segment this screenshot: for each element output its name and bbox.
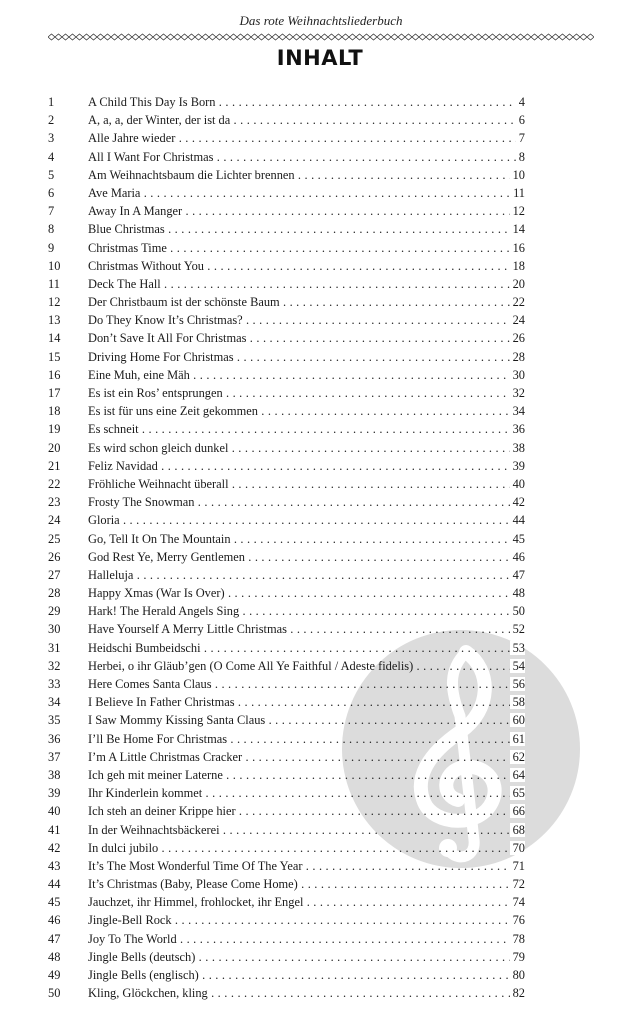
toc-entry[interactable] [0, 275, 640, 293]
book-title-header: Das rote Weihnachtsliederbuch [239, 13, 403, 28]
song-number: 45 [48, 895, 61, 910]
song-title: Jauchzet, ihr Himmel, frohlocket, ihr Engel . . . [88, 893, 525, 911]
song-title: Fröhliche Weihnacht überall . . . [88, 475, 525, 493]
page-number: 12 [495, 202, 525, 220]
toc-entry[interactable] [0, 675, 640, 693]
song-title: Don’t Save It All For Christmas . . . [88, 329, 525, 347]
song-title: A, a, a, der Winter, der ist da . . . [88, 111, 525, 129]
song-title: Have Yourself A Merry Little Christmas . . . [88, 620, 525, 638]
song-title: Jingle Bells (deutsch) . . . [88, 948, 525, 966]
page-number: 6 [495, 111, 525, 129]
song-title: Herbei, o ihr Gläub’gen (O Come All Ye Faithful / Adeste fidelis) . . . [88, 657, 525, 675]
song-title: Am Weihnachtsbaum die Lichter brennen . . . [88, 166, 525, 184]
page-title: INHALT [276, 46, 364, 70]
toc-entry[interactable] [0, 711, 640, 729]
toc-entry[interactable] [0, 402, 640, 420]
song-number: 4 [48, 149, 55, 164]
toc-entry[interactable] [0, 420, 640, 438]
decorative-divider [48, 33, 594, 41]
song-number: 35 [48, 713, 61, 728]
song-title: Joy To The World . . . [88, 930, 525, 948]
page-number: 36 [495, 420, 525, 438]
song-number: 15 [48, 349, 61, 364]
song-title: Eine Muh, eine Mäh . . . [88, 366, 525, 384]
song-title: Blue Christmas . . . [88, 220, 525, 238]
song-number: 27 [48, 567, 61, 582]
song-number: 50 [48, 986, 61, 1001]
toc-entry[interactable] [0, 93, 640, 111]
page-number: 30 [495, 366, 525, 384]
toc-entry[interactable] [0, 475, 640, 493]
song-title: Heidschi Bumbeidschi . . . [88, 639, 525, 657]
page-number: 47 [495, 566, 525, 584]
song-title: Jingle-Bell Rock . . . [88, 911, 525, 929]
song-title: All I Want For Christmas . . . [88, 148, 525, 166]
page-number: 48 [495, 584, 525, 602]
page-number: 70 [495, 839, 525, 857]
toc-entry[interactable] [0, 166, 640, 184]
song-title: Do They Know It’s Christmas? . . . [88, 311, 525, 329]
table-of-contents [0, 93, 640, 1002]
song-title: I’m A Little Christmas Cracker . . . [88, 748, 525, 766]
toc-entry[interactable] [0, 311, 640, 329]
toc-entry[interactable] [0, 657, 640, 675]
toc-entry[interactable] [0, 693, 640, 711]
page-number: 44 [495, 511, 525, 529]
song-number: 26 [48, 549, 61, 564]
toc-entry[interactable] [0, 439, 640, 457]
toc-entry[interactable] [0, 802, 640, 820]
song-title: Deck The Hall . . . [88, 275, 525, 293]
song-title: Away In A Manger . . . [88, 202, 525, 220]
toc-entry[interactable] [0, 857, 640, 875]
toc-entry[interactable] [0, 239, 640, 257]
song-number: 23 [48, 495, 61, 510]
toc-entry[interactable] [0, 384, 640, 402]
song-number: 33 [48, 677, 61, 691]
toc-entry[interactable] [0, 893, 640, 911]
song-title: A Child This Day Is Born . . . [88, 93, 525, 111]
song-title: Christmas Without You . . . [88, 257, 525, 275]
song-number: 9 [48, 240, 55, 255]
song-number: 39 [48, 786, 61, 801]
toc-entry[interactable] [0, 548, 640, 566]
toc-entry[interactable] [0, 566, 640, 584]
toc-entry[interactable] [0, 329, 640, 347]
page-number: 7 [495, 129, 525, 147]
song-title: Der Christbaum ist der schönste Baum . . . [88, 293, 525, 311]
song-title: Feliz Navidad . . . [88, 457, 525, 475]
song-title: I’ll Be Home For Christmas . . . [88, 730, 525, 748]
page-number: 56 [495, 675, 525, 693]
page-number: 78 [495, 930, 525, 948]
page-number: 24 [495, 311, 525, 329]
page-number: 50 [495, 602, 525, 620]
page-number: 18 [495, 257, 525, 275]
toc-entry[interactable] [0, 202, 640, 220]
song-number: 32 [48, 658, 61, 673]
toc-entry[interactable] [0, 930, 640, 948]
song-number: 13 [48, 313, 61, 328]
page-number: 65 [495, 784, 525, 802]
song-number: 7 [48, 204, 55, 219]
song-number: 22 [48, 476, 61, 491]
song-number: 25 [48, 531, 61, 546]
page-number: 72 [495, 875, 525, 893]
page-number: 42 [495, 493, 525, 511]
page-number: 60 [495, 711, 525, 729]
song-number: 12 [48, 295, 61, 310]
song-number: 3 [48, 131, 55, 146]
song-number: 46 [48, 913, 61, 928]
page-number: 22 [495, 293, 525, 311]
page-number: 38 [495, 439, 525, 457]
toc-entry[interactable] [0, 220, 640, 238]
song-number: 18 [48, 404, 61, 419]
page-number: 45 [495, 530, 525, 548]
page-number: 40 [495, 475, 525, 493]
song-number: 49 [48, 968, 61, 982]
page-number: 4 [495, 93, 525, 111]
page-number: 32 [495, 384, 525, 402]
song-number: 2 [48, 113, 55, 128]
page-number: 61 [495, 730, 525, 748]
toc-entry[interactable] [0, 730, 640, 748]
toc-entry[interactable] [0, 821, 640, 839]
page-number: 62 [495, 748, 525, 766]
toc-entry[interactable] [0, 839, 640, 857]
song-number: 44 [48, 877, 61, 892]
toc-entry[interactable] [0, 984, 640, 1002]
song-title: Es wird schon gleich dunkel . . . [88, 439, 525, 457]
toc-entry[interactable] [0, 257, 640, 275]
song-number: 16 [48, 367, 61, 382]
page-number: 76 [495, 911, 525, 929]
song-title: Happy Xmas (War Is Over) . . . [88, 584, 525, 602]
toc-entry[interactable] [0, 784, 640, 802]
toc-entry[interactable] [0, 148, 640, 166]
page-number: 80 [495, 966, 525, 984]
song-title: Gloria . . . [88, 511, 525, 529]
song-number: 34 [48, 695, 61, 710]
page-number: 28 [495, 348, 525, 366]
song-number: 21 [48, 458, 61, 473]
page-number: 58 [495, 693, 525, 711]
song-title: Driving Home For Christmas . . . [88, 348, 525, 366]
toc-entry[interactable] [0, 457, 640, 475]
page-number: 8 [495, 148, 525, 166]
song-title: Ich geh mit meiner Laterne . . . [88, 766, 525, 784]
song-number: 42 [48, 840, 61, 855]
song-number: 6 [48, 185, 55, 200]
page-number: 10 [495, 166, 525, 184]
song-number: 19 [48, 422, 61, 437]
song-title: In dulci jubilo . . . [88, 839, 525, 857]
page-number: 26 [495, 329, 525, 347]
toc-entry[interactable] [0, 875, 640, 893]
song-number: 20 [48, 440, 61, 455]
song-number: 47 [48, 931, 61, 946]
page-number: 14 [495, 220, 525, 238]
song-title: Frosty The Snowman . . . [88, 493, 525, 511]
toc-entry[interactable] [0, 620, 640, 638]
page-number: 11 [495, 184, 525, 202]
song-number: 31 [48, 640, 61, 655]
song-number: 17 [48, 386, 61, 400]
page-number: 66 [495, 802, 525, 820]
song-number: 1 [48, 95, 55, 109]
toc-entry[interactable] [0, 948, 640, 966]
page-number: 34 [495, 402, 525, 420]
song-number: 43 [48, 858, 61, 873]
page-number: 53 [495, 639, 525, 657]
page-number: 79 [495, 948, 525, 966]
toc-entry[interactable] [0, 748, 640, 766]
song-number: 38 [48, 767, 61, 782]
song-title: Hark! The Herald Angels Sing . . . [88, 602, 525, 620]
song-number: 10 [48, 258, 61, 273]
song-title: Here Comes Santa Claus . . . [88, 675, 525, 693]
page-number: 52 [495, 620, 525, 638]
page-number: 82 [495, 984, 525, 1002]
song-title: Kling, Glöckchen, kling . . . [88, 984, 525, 1002]
page-number: 74 [495, 893, 525, 911]
song-title: Ihr Kinderlein kommet . . . [88, 784, 525, 802]
toc-entry[interactable] [0, 184, 640, 202]
song-title: Ich steh an deiner Krippe hier . . . [88, 802, 525, 820]
toc-entry[interactable] [0, 493, 640, 511]
song-title: I Believe In Father Christmas . . . [88, 693, 525, 711]
page-number: 71 [495, 857, 525, 875]
page-number: 64 [495, 766, 525, 784]
song-number: 11 [48, 276, 60, 291]
toc-entry[interactable] [0, 584, 640, 602]
song-title: Es ist ein Ros’ entsprungen . . . [88, 384, 525, 402]
page-number: 16 [495, 239, 525, 257]
toc-entry[interactable] [0, 293, 640, 311]
song-title: Ave Maria . . . [88, 184, 525, 202]
song-number: 14 [48, 331, 61, 346]
song-number: 30 [48, 622, 61, 637]
toc-entry[interactable] [0, 129, 640, 147]
toc-entry[interactable] [0, 766, 640, 784]
song-number: 29 [48, 604, 61, 619]
song-title: Alle Jahre wieder . . . [88, 129, 525, 147]
song-title: Halleluja . . . [88, 566, 525, 584]
toc-entry[interactable] [0, 911, 640, 929]
toc-entry[interactable] [0, 966, 640, 984]
song-number: 41 [48, 822, 61, 837]
toc-entry[interactable] [0, 639, 640, 657]
toc-entry[interactable] [0, 111, 640, 129]
song-number: 28 [48, 586, 61, 601]
toc-entry[interactable] [0, 511, 640, 529]
song-number: 37 [48, 749, 61, 764]
song-title: Es schneit . . . [88, 420, 525, 438]
song-number: 36 [48, 731, 61, 746]
toc-entry[interactable] [0, 530, 640, 548]
song-number: 8 [48, 222, 55, 237]
song-title: In der Weihnachtsbäckerei . . . [88, 821, 525, 839]
toc-entry[interactable] [0, 602, 640, 620]
song-title: God Rest Ye, Merry Gentlemen . . . [88, 548, 525, 566]
song-number: 24 [48, 513, 61, 528]
song-title: It’s Christmas (Baby, Please Come Home) . . . [88, 875, 525, 893]
toc-entry[interactable] [0, 348, 640, 366]
toc-entry[interactable] [0, 366, 640, 384]
page-number: 46 [495, 548, 525, 566]
song-title: Christmas Time . . . [88, 239, 525, 257]
song-title: Jingle Bells (englisch) . . . [88, 966, 525, 984]
song-title: Es ist für uns eine Zeit gekommen . . . [88, 402, 525, 420]
song-number: 48 [48, 949, 61, 964]
song-title: I Saw Mommy Kissing Santa Claus . . . [88, 711, 525, 729]
page-number: 68 [495, 821, 525, 839]
song-title: It’s The Most Wonderful Time Of The Year . . . [88, 857, 525, 875]
page-number: 20 [495, 275, 525, 293]
song-number: 5 [48, 167, 55, 182]
song-title: Go, Tell It On The Mountain . . . [88, 530, 525, 548]
song-number: 40 [48, 804, 61, 819]
page-number: 54 [495, 657, 525, 675]
page-number: 39 [495, 457, 525, 475]
